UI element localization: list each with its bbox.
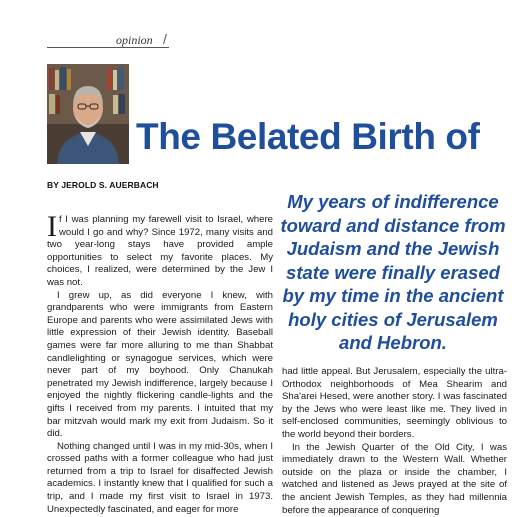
byline: BY JEROLD S. AUERBACH (47, 180, 159, 190)
paragraph: I grew up, as did everyone I knew, with grandparents who were immigrants from Eastern Europe and parents who were assimilated Jews with little expression of their Jewish identity. Baseball games were far more alluring to me than Shabbat candlelighting or synagogue services, which were never part of my boyhood. Only Chanukah penetrated my Jewish indifference, largely because I enjoyed the nightly flickering candle-lights and the gifts I received from my parents. I intuited that my bar mitzvah would mark my exit from Judaism. So it did. (47, 289, 273, 440)
author-photo (47, 64, 129, 164)
article-headline: The Belated Birth of (136, 116, 480, 157)
section-label: opinion (116, 33, 153, 47)
drop-cap: I (47, 210, 57, 243)
paragraph: Nothing changed until I was in my mid-30s, when I crossed paths with a former colleague who had just returned from a trip to Israel for disaffected Jewish academics. I instantly knew that I qualified for such a trip, and I made my first visit to Israel in 1973. Unexpectedly fascinated, and eager for more (47, 440, 273, 515)
article-column-1 (47, 210, 273, 516)
paragraph: had little appeal. But Jerusalem, especially the ultra-Orthodox neighborhoods of Mea Shearim and Sha'arei Hesed, were another story. I was fascinated by the Jews who were least like me. They lived in self-enclosed communities, seemingly oblivious to the world beyond their borders. (282, 366, 507, 440)
pull-quote: My years of indifference toward and distance from Judaism and the Jewish state were finally erased by my time in the ancient holy cities of Jerusalem and Hebron. (280, 191, 506, 353)
paragraph: In the Jewish Quarter of the Old City, I was immediately drawn to the Western Wall. Whether outside on the plaza or inside the chamber, I watched and listened as Jews prayed at the site of the ancient Jewish Temples, as they had millennia before the appearance of conquering (282, 441, 507, 516)
paragraph (47, 210, 273, 290)
author-portrait-image (47, 64, 129, 164)
section-slash-icon: / (163, 31, 167, 47)
paragraph-text: f I was planning my farewell visit to Israel, where would I go and why? Since 1972, many visits and two year-long stays have provided ample opportunities to select my favorite places. My choices, I realized, were determined by the Jew I was not. (47, 214, 273, 288)
article-column-2 (282, 366, 507, 517)
